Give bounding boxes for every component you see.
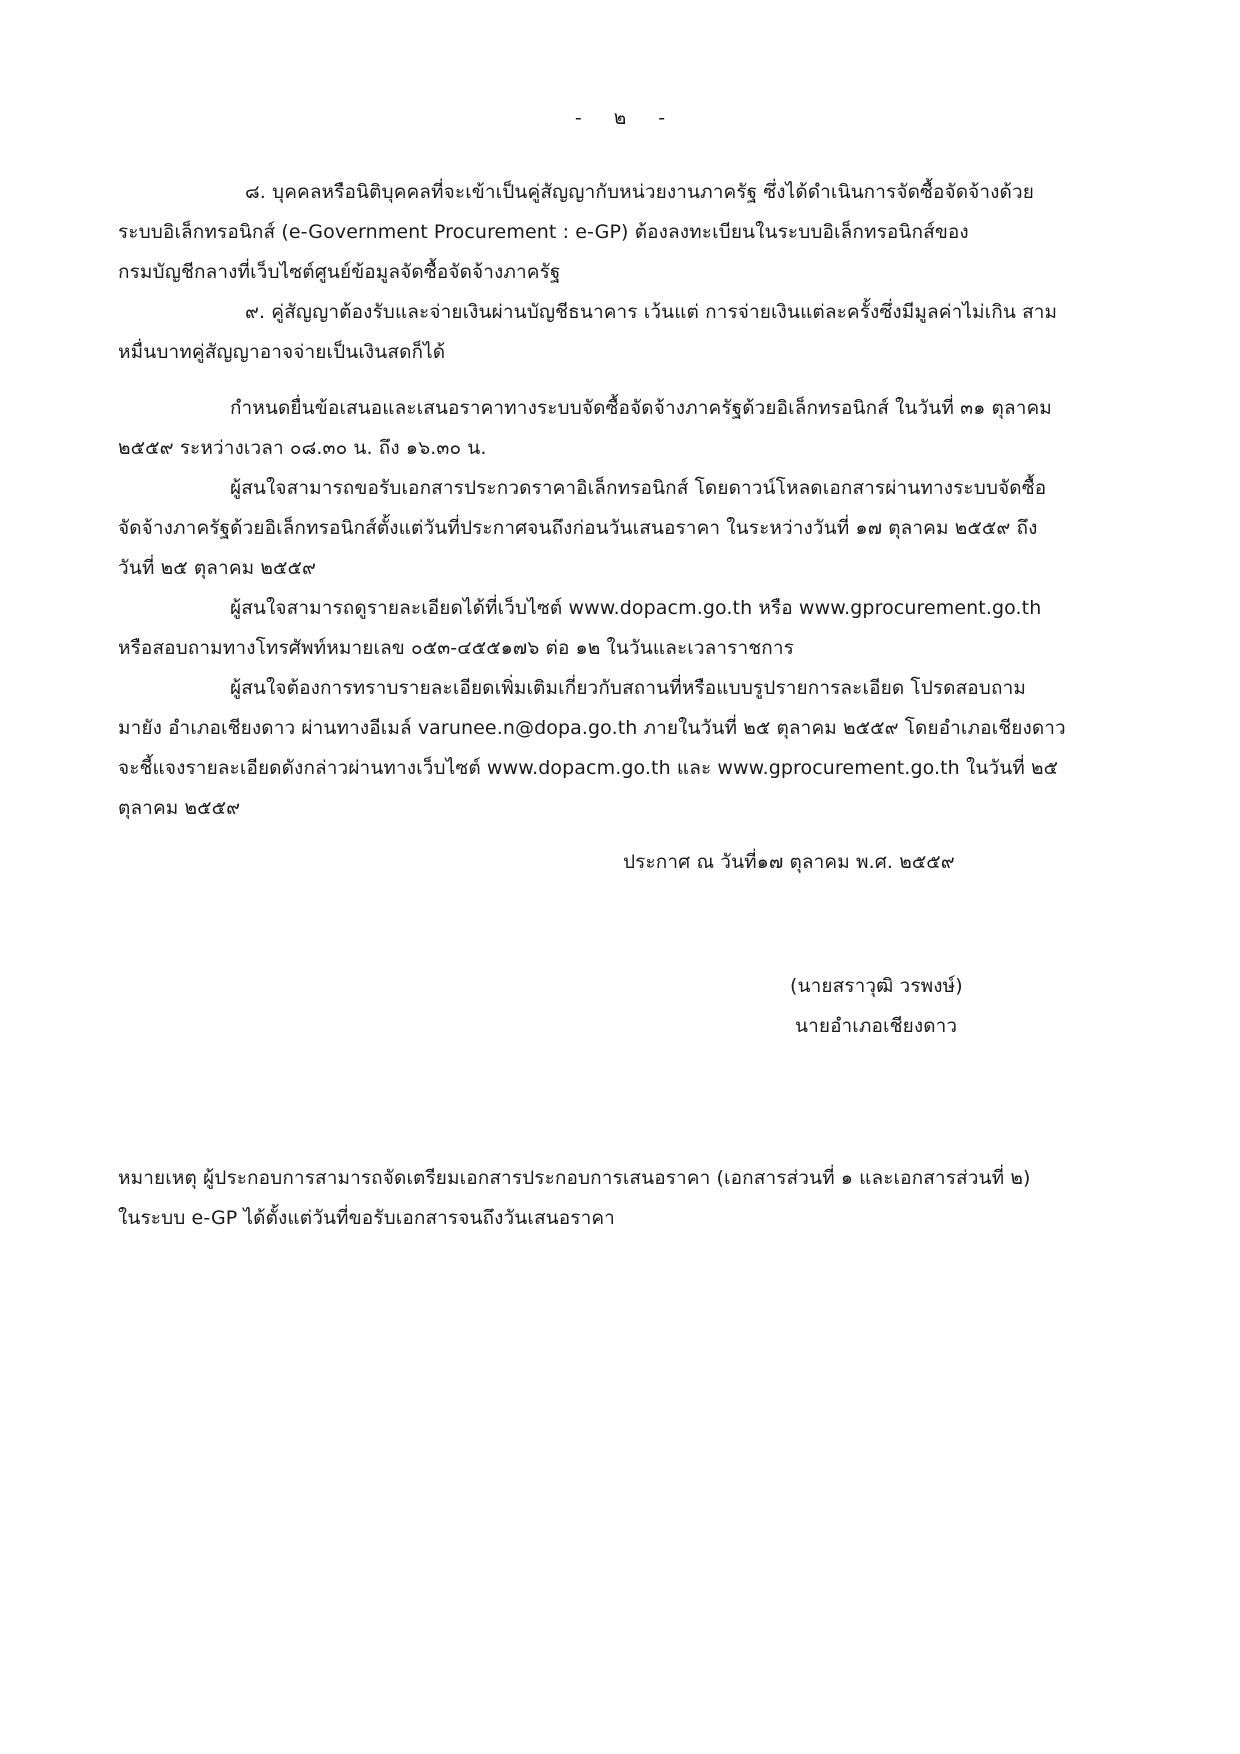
submission-line-2: ๒๕๕๙ ระหว่างเวลา ๐๘.๓๐ น. ถึง ๑๖.๓๐ น. <box>118 437 487 459</box>
clause-8-line-3: กรมบัญชีกลางที่เว็บไซต์ศูนย์ข้อมูลจัดซื้อจัดจ้างภาครัฐ <box>118 261 561 283</box>
remark-line-1: หมายเหตุ ผู้ประกอบการสามารถจัดเตรียมเอกสารประกอบการเสนอราคา (เอกสารส่วนที่ ๑ และเอกสารส่วนที่ ๒) <box>118 1167 1031 1189</box>
website-line-1: ผู้สนใจสามารถดูรายละเอียดได้ที่เว็บไซต์ www.dopacm.go.th หรือ www.gprocurement.go.th <box>230 597 1042 619</box>
website-line-2: หรือสอบถามทางโทรศัพท์หมายเลข ๐๕๓-๔๕๕๑๗๖ ต่อ ๑๒ ในวันและเวลาราชการ <box>118 637 794 659</box>
inquiry-line-4: ตุลาคม ๒๕๕๙ <box>118 797 241 819</box>
page-number <box>0 103 1240 133</box>
download-line-2: จัดจ้างภาครัฐด้วยอิเล็กทรอนิกส์ตั้งแต่วันที่ประกาศจนถึงก่อนวันเสนอราคา ในระหว่างวันที่ ๑๗ ตุลาคม ๒๕๕๙ ถึง <box>118 517 1038 539</box>
announcement-date: ประกาศ ณ วันที่๑๗ ตุลาคม พ.ศ. ๒๕๕๙ <box>623 851 955 873</box>
page-number-value: ๒ <box>613 107 627 129</box>
inquiry-line-2: มายัง อำเภอเชียงดาว ผ่านทางอีเมล์ varunee.n@dopa.go.th ภายในวันที่ ๒๕ ตุลาคม ๒๕๕๙ โดยอำเภอเชียงดาว <box>118 717 1066 739</box>
signatory-position: นายอำเภอเชียงดาว <box>795 1015 958 1037</box>
clause-8-line-1: ๘. บุคคลหรือนิติบุคคลที่จะเข้าเป็นคู่สัญญากับหน่วยงานภาครัฐ ซึ่งได้ดำเนินการจัดซื้อจัดจ้างด้วย <box>245 181 1035 203</box>
page-number-dash-left: - <box>574 107 582 129</box>
page-number-dash-right: - <box>658 107 666 129</box>
download-line-3: วันที่ ๒๕ ตุลาคม ๒๕๕๙ <box>118 557 316 579</box>
inquiry-line-1: ผู้สนใจต้องการทราบรายละเอียดเพิ่มเติมเกี่ยวกับสถานที่หรือแบบรูปรายการละเอียด โปรดสอบถาม <box>230 677 1026 699</box>
submission-line-1: กำหนดยื่นข้อเสนอและเสนอราคาทางระบบจัดซื้อจัดจ้างภาครัฐด้วยอิเล็กทรอนิกส์ ในวันที่ ๓๑ ตุลาคม <box>230 397 1052 419</box>
inquiry-line-3: จะชี้แจงรายละเอียดดังกล่าวผ่านทางเว็บไซต์ www.dopacm.go.th และ www.gprocurement.go.th ในวันที่ ๒๕ <box>118 757 1059 779</box>
remark-line-2: ในระบบ e-GP ได้ตั้งแต่วันที่ขอรับเอกสารจนถึงวันเสนอราคา <box>118 1207 615 1229</box>
download-line-1: ผู้สนใจสามารถขอรับเอกสารประกวดราคาอิเล็กทรอนิกส์ โดยดาวน์โหลดเอกสารผ่านทางระบบจัดซื้อ <box>230 477 1047 499</box>
clause-9-line-1: ๙. คู่สัญญาต้องรับและจ่ายเงินผ่านบัญชีธนาคาร เว้นแต่ การจ่ายเงินแต่ละครั้งซึ่งมีมูลค่าไม่เกิน สาม <box>245 301 1058 323</box>
signatory-name: (นายสราวุฒิ วรพงษ์) <box>790 975 963 997</box>
clause-8-line-2: ระบบอิเล็กทรอนิกส์ (e-Government Procurement : e-GP) ต้องลงทะเบียนในระบบอิเล็กทรอนิกส์ของ <box>118 221 969 243</box>
clause-9-line-2: หมื่นบาทคู่สัญญาอาจจ่ายเป็นเงินสดก็ได้ <box>118 341 446 363</box>
